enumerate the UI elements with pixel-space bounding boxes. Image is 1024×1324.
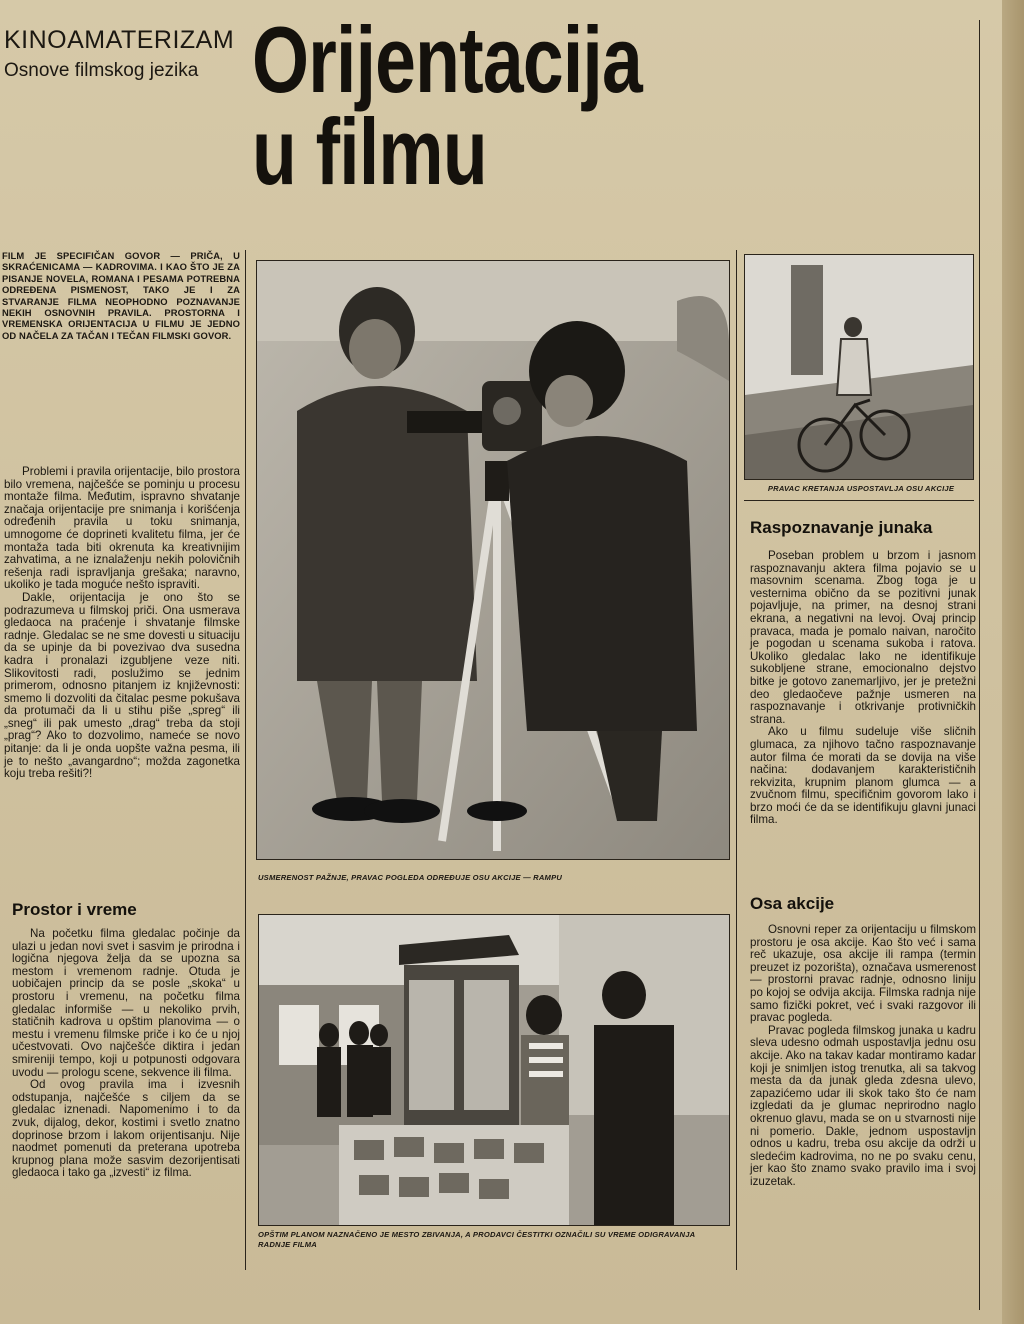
heading-prostor-i-vreme: Prostor i vreme (12, 900, 137, 919)
bike-photo (744, 254, 974, 480)
street-photo-kiosk (258, 914, 730, 1226)
article-title (252, 7, 642, 204)
raspoznavanje-paragraph-1: Poseban problem u brzom i jasnom raspoznavanju aktera filma pojavio se u masovnim scenama. Zbog toga je u vesternima obično da se pozitivni junak pojavljuje, na primer, na desnoj strani ekrana, a negativni na levoj. Ovaj princip pravaca, mada je pomalo naivan, naročito je pogodan u scenama sukoba i ratova. Ukoliko gledalac lako ne identifikuje sukobljene strane, emocionalno dejstvo bitke je gotovo zanemarljivo, jer je pretežni deo gledaočeve pažnje usmeren na raspoznavanje i otkrivanje protivničkih strana. (750, 549, 976, 726)
page-edge (1002, 0, 1024, 1324)
column-rule-right (979, 20, 980, 1310)
prostor-paragraph-1: Na početku filma gledalac počinje da ulazi u jedan novi svet i sasvim je prirodna i logična njegova želja da se upozna sa mestom i vremenom radnje. Otuda je uobičajen princip da se posle „skoka“ u prostoru i vremenu, na početku filma gledalac informiše — u nekoliko prvih, statičnih kadrova u opštim planovima — o mestu i vremenu filmske priče i ko će u njoj učestvovati. Ovo najčešće diktira i jedan smireniji tempo, koji u potpunosti odgovara uvodu — prologu scene, sekvence ili filma. (12, 927, 240, 1079)
raspoznavanje-paragraph-2: Ako u filmu sudeluje više sličnih glumaca, za njihovo tačno raspoznavanje autor filma će morati da se dovija na više načina: dodavanjem karakterističnih rekvizita, krupnim planom glumca — a zvučnom filmu, specifičnim govorom lako i brzo moći će da se identifikuju glavni junaci filma. (750, 725, 976, 827)
column-rule-middle (736, 250, 737, 1270)
osa-paragraph-1: Osnovni reper za orijentaciju u filmskom prostoru je osa akcije. Kao što već i sama reč ukazuje, osa akcije ili rampa (termin preuzet iz pozorišta), označava usmerenost — prostorni pravac radnje, odnosno liniju po kojoj se odvija akcija. Filmska radnja nije samo fizički pokret, već i svaki razgovor ili pravac pogleda. (750, 923, 976, 1025)
series-subtitle: Osnove filmskog jezika (4, 60, 199, 81)
osa-text (750, 924, 976, 1188)
heading-raspoznavanje-junaka: Raspoznavanje junaka (750, 518, 933, 537)
intro-paragraph-1: Problemi i pravila orijentacije, bilo prostora bilo vremena, najčešće se pominju u procesu montaže filma. Međutim, ispravno shvatanje značaja orijentacije pre snimanja i korišćenja određenih pravila u toku snimanja, umnogome će doprineti kvalitetu filma, jer će montaža tada biti okrenuta ka kreativnijim zahvatima, a ne iznalaženju nekih polovičnih rešenja radi ispravljanja grešaka; naravno, ukoliko je tada moguće nešto ispraviti. (4, 465, 240, 592)
series-title: KINOAMATERIZAM (4, 26, 235, 54)
intro-paragraph-2: Dakle, orijentacija je ono što se podrazumeva u filmskoj priči. Ona usmerava gledaoca na praćenje i shvatanje filmske radnje. Gledalac se ne sme dovesti u situaciju da se upinje da bi povezivao dva susedna kadra i pronalazi izgubljene veze niti. Slikovitosti radi, poslužimo se jednim primerom, odnosno pitanjem iz književnosti: smemo li dozvoliti da čitalac pesme pokušava da protumači da li u stihu piše „spreg“ ili „sneg“ ili pak umesto „drag“ treba da stoji „prag“? Ako to dozvolimo, nameće se novo pitanje: da li je onda uopšte važna pesma, ili je to nešto „avangardno“; možda zagonetka koju treba rešiti?! (4, 590, 240, 781)
prostor-text (12, 928, 240, 1180)
prostor-paragraph-2: Od ovog pravila ima i izvesnih odstupanja, najčešće s ciljem da se gledalac iznenadi. Napomenimo i to da zvuk, dijalog, dekor, kostimi i svetlo znatno doprinose brzom i lakom orijentisanju. Nije naodmet pomenuti da preterana upotreba krupnog plana može sasvim dezorijentisati gledaoca i tako ga „izvesti“ iz filma. (12, 1078, 240, 1180)
caption-bike-photo: PRAVAC KRETANJA USPOSTAVLJA OSU AKCIJE (767, 484, 955, 493)
caption-rule (744, 500, 974, 501)
column-rule-left (245, 250, 246, 1270)
main-photo-camera-operators (256, 260, 730, 860)
caption-main-photo: USMERENOST PAŽNJE, PRAVAC POGLEDA ODREĐUJE OSU AKCIJE — RAMPU (258, 873, 563, 882)
raspoznavanje-text (750, 550, 976, 827)
caption-street-photo: OPŠTIM PLANOM NAZNAČENO JE MESTO ZBIVANJA, A PRODAVCI ČESTITKI OZNAČILI SU VREME ODIGRAVANJA RADNJE FILMA (258, 1230, 696, 1249)
osa-paragraph-2: Pravac pogleda filmskog junaka u kadru sleva udesno odmah uspostavlja jednu osu akcije. Ako na takav kadar montiramo kadar koji je snimljen istog trenutka, ali sa takvog mesta da da junak gleda zdesna ulevo, zapazićemo udar ili skok tako što će nam izgledati da je glumac neprirodno naglo okrenuo glavu, mada se on u stvarnosti nije ni pomerio. Dakle, jednom uspostavljn odnos u kadru, treba osu akcije da održi u sledećim kadrovima, no ne po svaku cenu, jer kao što znamo svako pravilo ima i svoj izuzetak. (750, 1023, 976, 1188)
title-line-1: Orijentacija (252, 7, 642, 112)
intro-text (4, 466, 240, 781)
title-line-2: u filmu (252, 99, 487, 204)
heading-osa-akcije: Osa akcije (750, 894, 835, 913)
lead-paragraph: FILM JE SPECIFIČAN GOVOR — PRIČA, U SKRAĆENICAMA — KADROVIMA. I KAO ŠTO JE ZA PISANJE NOVELA, ROMANA I PESAMA POTREBNA ODREĐENA PISMENOST, TAKO JE I ZA STVARANJE FILMA NEOPHODNO POZNAVANJE NEKIH OSNOVNIH PRAVILA. PROSTORNA I VREMENSKA ORIJENTACIJA U FILMU JE JEDNO OD NAČELA ZA TAČAN I TEČAN FILMSKI GOVOR. (2, 250, 240, 341)
